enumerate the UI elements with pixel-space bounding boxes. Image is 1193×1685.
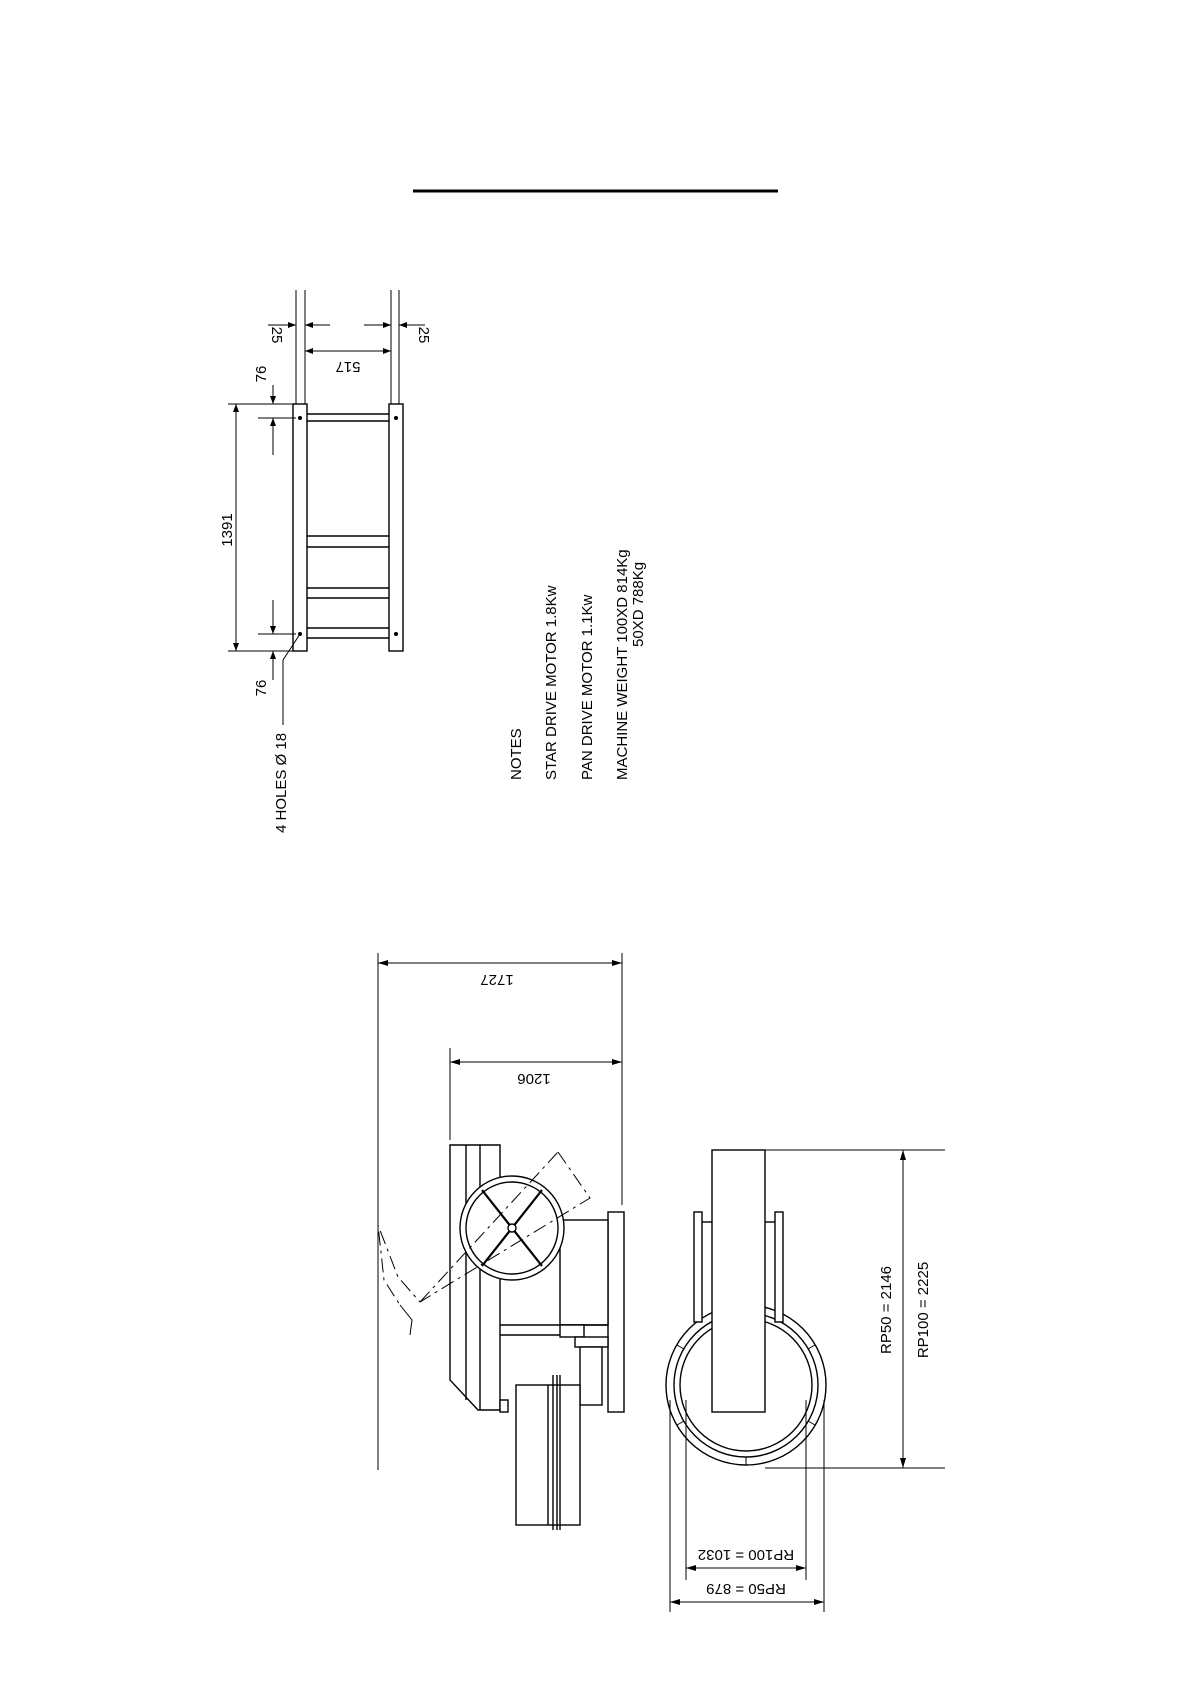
dim-rp100-width: RP100 = 1032 [697,1546,795,1563]
dim-1727: 1727 [480,971,514,988]
notes-weight-line1: MACHINE WEIGHT 100XD 814Kg [614,549,631,780]
notes-pan-motor: PAN DRIVE MOTOR 1.1Kw [579,594,596,780]
frame-plan-view [228,290,425,725]
holes-label: 4 HOLES Ø 18 [273,732,290,833]
dim-rp50-width: RP50 = 879 [706,1580,786,1597]
dim-1391: 1391 [219,513,236,547]
dim-rp50-length: RP50 = 2146 [878,1266,895,1354]
dim-1206: 1206 [517,1070,551,1087]
machine-side-view [378,953,624,1530]
machine-end-view [666,1150,945,1612]
dim-76-bottom: 76 [253,679,270,697]
notes-heading: NOTES [508,728,525,780]
dim-25-right: 25 [415,326,432,344]
notes-weight-line2: 50XD 788Kg [630,561,647,647]
notes-star-motor: STAR DRIVE MOTOR 1.8Kw [543,585,560,780]
dim-517: 517 [335,358,361,375]
dim-76-top: 76 [253,365,270,383]
dim-rp100-length: RP100 = 2225 [915,1261,932,1359]
dim-25-left: 25 [268,326,285,344]
